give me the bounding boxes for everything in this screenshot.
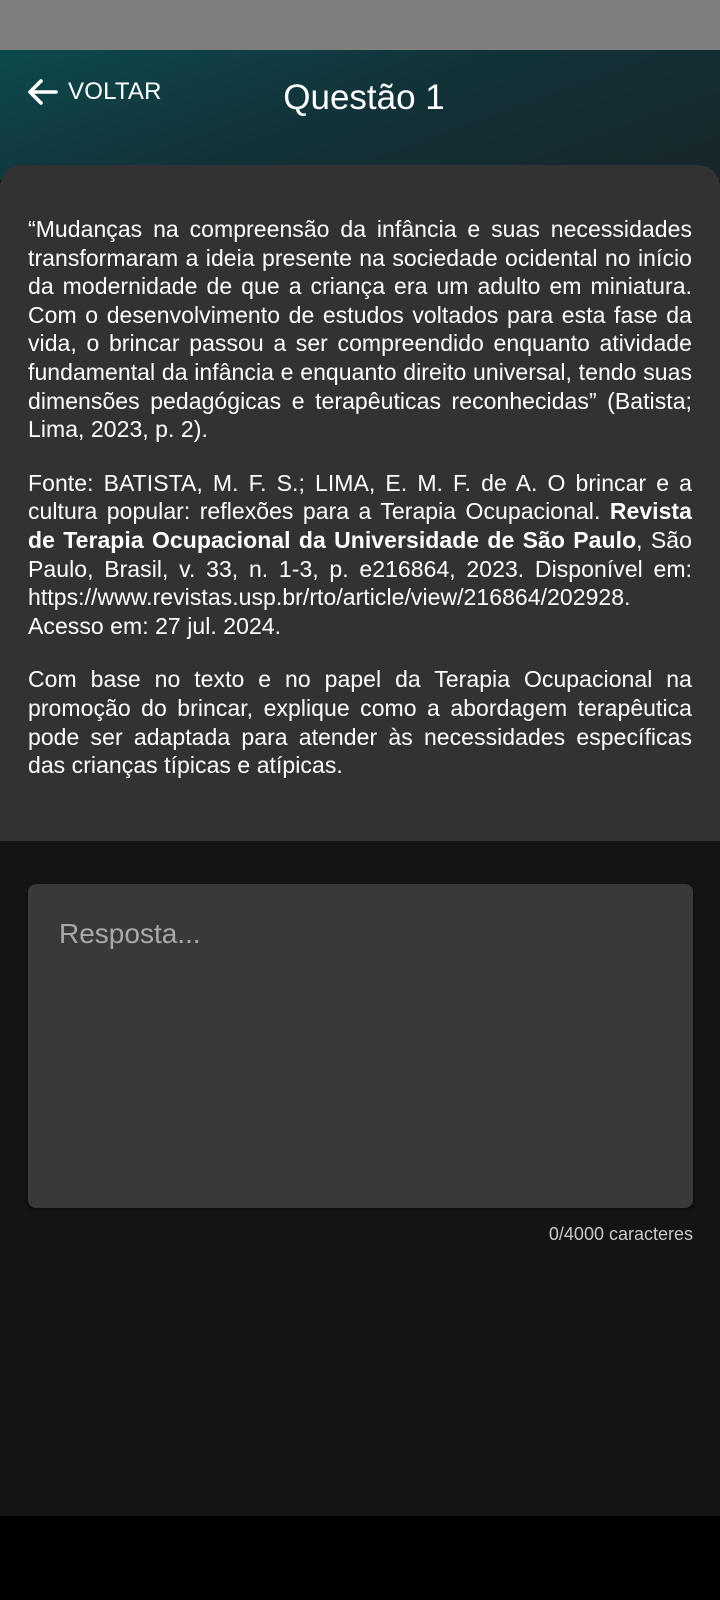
question-prompt: Com base no texto e no papel da Terapia Ocupacional na promoção do brincar, explique como a abordagem terapêutica pode ser adaptada para atender às necessidades específicas das crianças típicas e atípicas. bbox=[28, 666, 692, 779]
question-source bbox=[28, 469, 692, 641]
source-text-after: , São Paulo, Brasil, v. 33, n. 1-3, p. e216864, 2023. Disponível em: https://www.revistas.usp.br/rto/article/view/216864/202928. Acesso em: 27 jul. 2024. bbox=[28, 526, 692, 639]
source-text-before: Fonte: BATISTA, M. F. S.; LIMA, E. M. F. de A. O brincar e a cultura popular: reflexões para a Terapia Ocupacional. bbox=[28, 469, 692, 525]
navigation-bar bbox=[0, 1516, 720, 1600]
question-card bbox=[0, 165, 720, 841]
source-journal: Revista de Terapia Ocupacional da Universidade de São Paulo bbox=[28, 498, 692, 553]
answer-box bbox=[28, 884, 693, 1208]
page-title: Questão 1 bbox=[283, 78, 445, 117]
character-counter: 0/4000 caracteres bbox=[548, 1224, 693, 1244]
question-quote: “Mudanças na compreensão da infância e suas necessidades transformaram a ideia presente na sociedade ocidental no início da modernidade de que a criança era um adulto em miniatura. Com o desenvolvimento de estudos voltados para esta fase da vida, o brincar passou a ser compreendido enquanto atividade fundamental da infância e enquanto direito universal, tendo suas dimensões pedagógicas e terapêuticas reconhecidas” (Batista; Lima, 2023, p. 2). bbox=[28, 216, 692, 443]
back-label: VOLTAR bbox=[68, 78, 162, 105]
header bbox=[0, 50, 720, 180]
answer-input[interactable] bbox=[28, 884, 693, 1208]
status-bar bbox=[0, 0, 720, 50]
